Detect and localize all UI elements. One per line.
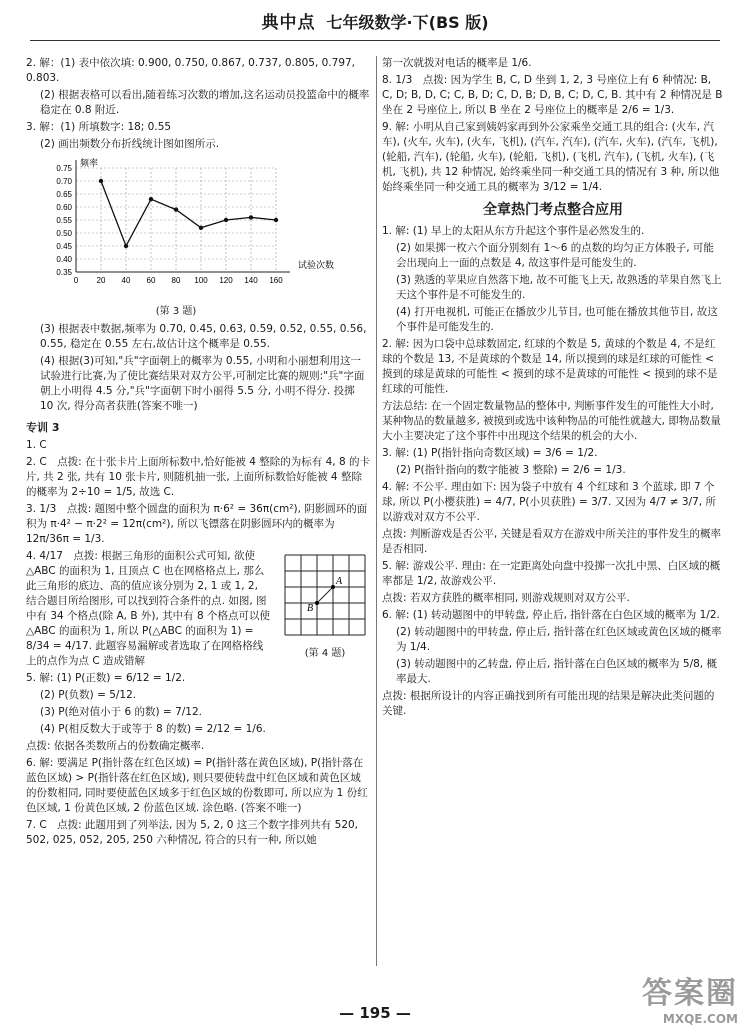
section-answer-1-2: (2) 如果掷一枚六个面分别刻有 1～6 的点数的均匀正方体骰子, 可能会出现向上一面的点数是 4, 故这事件是可能发生的. [396,242,714,269]
section-title: 全章热门考点整合应用 [483,202,623,218]
data-point [149,197,153,201]
q3-part1: 3. 解：(1) 所填数字: 18; 0.55 [26,121,172,133]
brand-logo: 典中点 [261,13,316,33]
y-tick-label: 0.55 [56,216,72,225]
chart-caption: (第 3 题) [155,306,197,317]
x-tick-label: 140 [244,276,258,285]
data-point [224,218,228,222]
answer-7: 7. C 点拨: 此题用到了列举法, 因为 5, 2, 0 这三个数字排列共有 520, 502, 025, 052, 205, 250 六种情况, 符合的只有一种, 所以她 [26,819,359,846]
x-tick-label: 100 [194,276,208,285]
right-column [382,56,724,721]
book-title: 七年级数学·下(BS 版) [326,13,489,32]
page-header [0,8,750,48]
x-tick-label: 40 [121,276,131,285]
x-tick-label: 160 [269,276,283,285]
answer-6: 6. 解: 要满足 P(指针落在红色区域) = P(指针落在黄色区域), P(指针落在蓝色区域) > P(指针落在红色区域), 则只要使转盘中红色区域和黄色区域的份数相同, 同时要使蓝色区域多于红色区域的份数即可, 所以应为 1 份红色区域, 1 份黄色区域, 2 份蓝色区域. 涂色略. (答案不唯一) [26,757,368,814]
data-point [99,179,103,183]
method-summary: 方法总结: 在一个固定数量物品的整体中, 判断事件发生的可能性大小时, 某种物品的数量越多, 被摸到或选中该种物品的可能性就越大, 即物品数量大小主要决定了这个事件中出现这个结果的机会的大小. [382,400,721,442]
y-tick-label: 0.75 [56,164,72,173]
frequency-chart [40,154,335,304]
x-tick-label: 80 [171,276,181,285]
watermark-url: MXQE.COM [662,1012,738,1026]
answer-5-note: 点拨: 依据各类数所占的份数确定概率. [26,740,205,752]
y-tick-label: 0.50 [56,229,72,238]
q3-part4: (4) 根据(3)可知,"兵"字面朝上的概率为 0.55, 小明和小丽想利用这一试验进行比赛,为了使比赛结果对双方公平,可制定比赛的规则:"兵"字面朝上小明得 4.5 分,"兵"字面朝下时小丽得 5.5 分, 小明不得分. 投掷 10 次, 得分高者获胜(答案不唯一) [40,355,365,412]
section-answer-6-3: (3) 转动题图中的乙转盘, 停止后, 指针落在白色区域的概率为 5/8, 概率最大. [396,658,717,685]
section-answer-1-1: 1. 解: (1) 早上的太阳从东方升起这个事件是必然发生的. [382,225,645,237]
page-number: — 195 — [339,1004,411,1022]
data-point [274,218,278,222]
data-point [124,244,128,248]
section-answer-4-note: 点拨: 判断游戏是否公平, 关键是看双方在游戏中所关注的事件发生的概率是否相同. [382,528,722,555]
x-tick-label: 20 [96,276,106,285]
y-axis-label: 频率 [80,158,99,168]
grid-figure [279,549,371,661]
section-answer-5: 5. 解: 游戏公平. 理由: 在一定距离处向盘中投掷一次扎中黑、白区域的概率都是 1/2, 故游戏公平. [382,560,721,587]
section-answer-4: 4. 解: 不公平. 理由如下: 因为袋子中放有 4 个红球和 3 个蓝球, 即 7 个球, 所以 P(小樱获胜) = 4/7, P(小贝获胜) = 3/7. 又因为 4/7 ≠ 3/7, 所以游戏对双方不公平. [382,481,716,523]
x-tick-label: 0 [73,276,79,285]
section-answer-6-1: 6. 解: (1) 转动题图中的甲转盘, 停止后, 指针落在白色区域的概率为 1/2. [382,609,720,621]
answer-3: 3. 1/3 点拨: 题图中整个圆盘的面积为 π·6² = 36π(cm²), 阴影圆环的面积为 π·4² − π·2² = 12π(cm²), 所以飞镖落在阴影圆环内的概率为 12π/36π = 1/3. [26,503,368,545]
answer-5-2: (2) P(负数) = 5/12. [40,689,137,701]
watermark-text: 答案圈 [642,976,738,1011]
y-tick-label: 0.65 [56,190,72,199]
section-answer-3-1: 3. 解: (1) P(指针指向奇数区域) = 3/6 = 1/2. [382,447,598,459]
data-point [199,226,203,230]
y-tick-label: 0.45 [56,242,72,251]
section-answer-3-2: (2) P(指针指向的数字能被 3 整除) = 2/6 = 1/3. [396,464,626,476]
point-a-label: A [336,576,343,587]
q3-part2: (2) 画出频数分布折线统计图如图所示. [40,138,220,150]
answer-7-cont: 第一次就拨对电话的概率是 1/6. [382,57,532,69]
answer-8: 8. 1/3 点拨: 因为学生 B, C, D 坐到 1, 2, 3 号座位上有 6 种情况: B, C, D; B, D, C; C, B, D; C, D, B; D, B, C; D, C, B. 其中有 2 种情况是 B 坐在 2 号座位上, 所以 B 坐在 2 号座位上的概率是 2/6 = 1/3. [382,74,723,116]
answer-5-3: (3) P(绝对值小于 6 的数) = 7/12. [40,706,202,718]
q3-part3: (3) 根据表中数据,频率为 0.70, 0.45, 0.63, 0.59, 0.52, 0.55, 0.56, 0.55, 稳定在 0.55 左右,故估计这个概率是 0.55. [40,323,367,350]
answer-1: 1. C [26,439,47,451]
y-tick-label: 0.40 [56,255,72,264]
q2-part2: (2) 根据表格可以看出,随着练习次数的增加,这名运动员投篮命中的概率稳定在 0.8 附近. [40,89,370,116]
x-tick-label: 60 [146,276,156,285]
left-column [26,56,371,850]
data-point [174,207,178,211]
frequency-chart-svg [40,154,335,304]
data-point [249,215,253,219]
section-answer-5-note: 点拨: 若双方获胜的概率相同, 则游戏规则对双方公平. [382,592,630,604]
section-answer-2: 2. 解: 因为口袋中总球数固定, 红球的个数是 5, 黄球的个数是 4, 不是红球的个数是 13, 不是黄球的个数是 14, 所以摸到的球是红球的可能性 < 摸到的球是黄球的可能性 < 摸到的球不是黄球的可能性 < 摸到的球不是红球的可能性. [382,338,718,395]
q2-part1: 2. 解：(1) 表中依次填: 0.900, 0.750, 0.867, 0.737, 0.805, 0.797, 0.803. [26,57,356,84]
grid-caption: (第 4 题) [304,648,346,659]
section-answer-6-note: 点拨: 根据所设计的内容正确找到所有可能出现的结果是解决此类问题的关键. [382,690,715,717]
frequency-series-line [101,181,276,246]
section-answer-1-4: (4) 打开电视机, 可能正在播放少儿节目, 也可能在播放其他节目, 故这个事件是可能发生的. [396,306,718,333]
subsection-title: 专训 3 [26,421,60,434]
answer-4: 4. 4/17 点拨: 根据三角形的面积公式可知, 欲使 △ABC 的面积为 1, 且顶点 C 也在网格格点上, 那么此三角形的底边、高的值应该分别为 2, 1 或 1, 2, 结合题目所给图形, 可以找到符合条件的点. 如图, 图中有 34 个格点(除 A, B 外), 其中有 8 个格点可以使 △ABC 的面积为 1, 所以 P(△ABC 的面积为 1) = 8/34 = 4/17. 此题容易漏解或者选取了在网格格线上的点作为点 C 造成错解 [26,550,270,667]
x-tick-label: 120 [219,276,233,285]
answer-5-4: (4) P(相反数大于或等于 8 的数) = 2/12 = 1/6. [40,723,266,735]
answer-5-1: 5. 解: (1) P(正数) = 6/12 = 1/2. [26,672,186,684]
header-rule [30,40,720,41]
column-divider [376,56,377,966]
grid-figure-svg [279,549,371,641]
watermark-logo [598,968,738,1030]
section-answer-1-3: (3) 熟透的苹果应自然落下地, 故不可能飞上天, 故熟透的苹果自然飞上天这个事件是不可能发生的. [396,274,722,301]
answer-9: 9. 解: 小明从自己家到姨妈家再到外公家乘坐交通工具的组合: (火车, 汽车), (火车, 火车), (火车, 飞机), (汽车, 汽车), (汽车, 火车), (汽车, 飞机), (轮船, 汽车), (轮船, 火车), (轮船, 飞机), (飞机, 汽车), (飞机, 火车), (飞机, 飞机), 共 12 种情况, 始终乘坐同一种交通工具的情况有 3 种, 所以他始终乘坐同一种交通工具的概率为 3/12 = 1/4. [382,121,720,193]
answer-4-block [26,549,371,669]
y-tick-label: 0.60 [56,203,72,212]
x-axis-label: 试验次数 [297,260,335,270]
answer-2: 2. C 点拨: 在十张卡片上面所标数中,恰好能被 4 整除的为标有 4, 8 的卡片, 共 2 张, 共有 10 张卡片, 则随机抽一张, 上面所标数恰好能被 4 整除的概率为 2÷10 = 1/5, 故选 C. [26,456,370,498]
point-b-label: B [307,603,314,614]
section-answer-6-2: (2) 转动题图中的甲转盘, 停止后, 指针落在红色区域或黄色区域的概率为 1/4. [396,626,722,653]
y-tick-label: 0.35 [56,268,72,277]
y-tick-label: 0.70 [56,177,72,186]
